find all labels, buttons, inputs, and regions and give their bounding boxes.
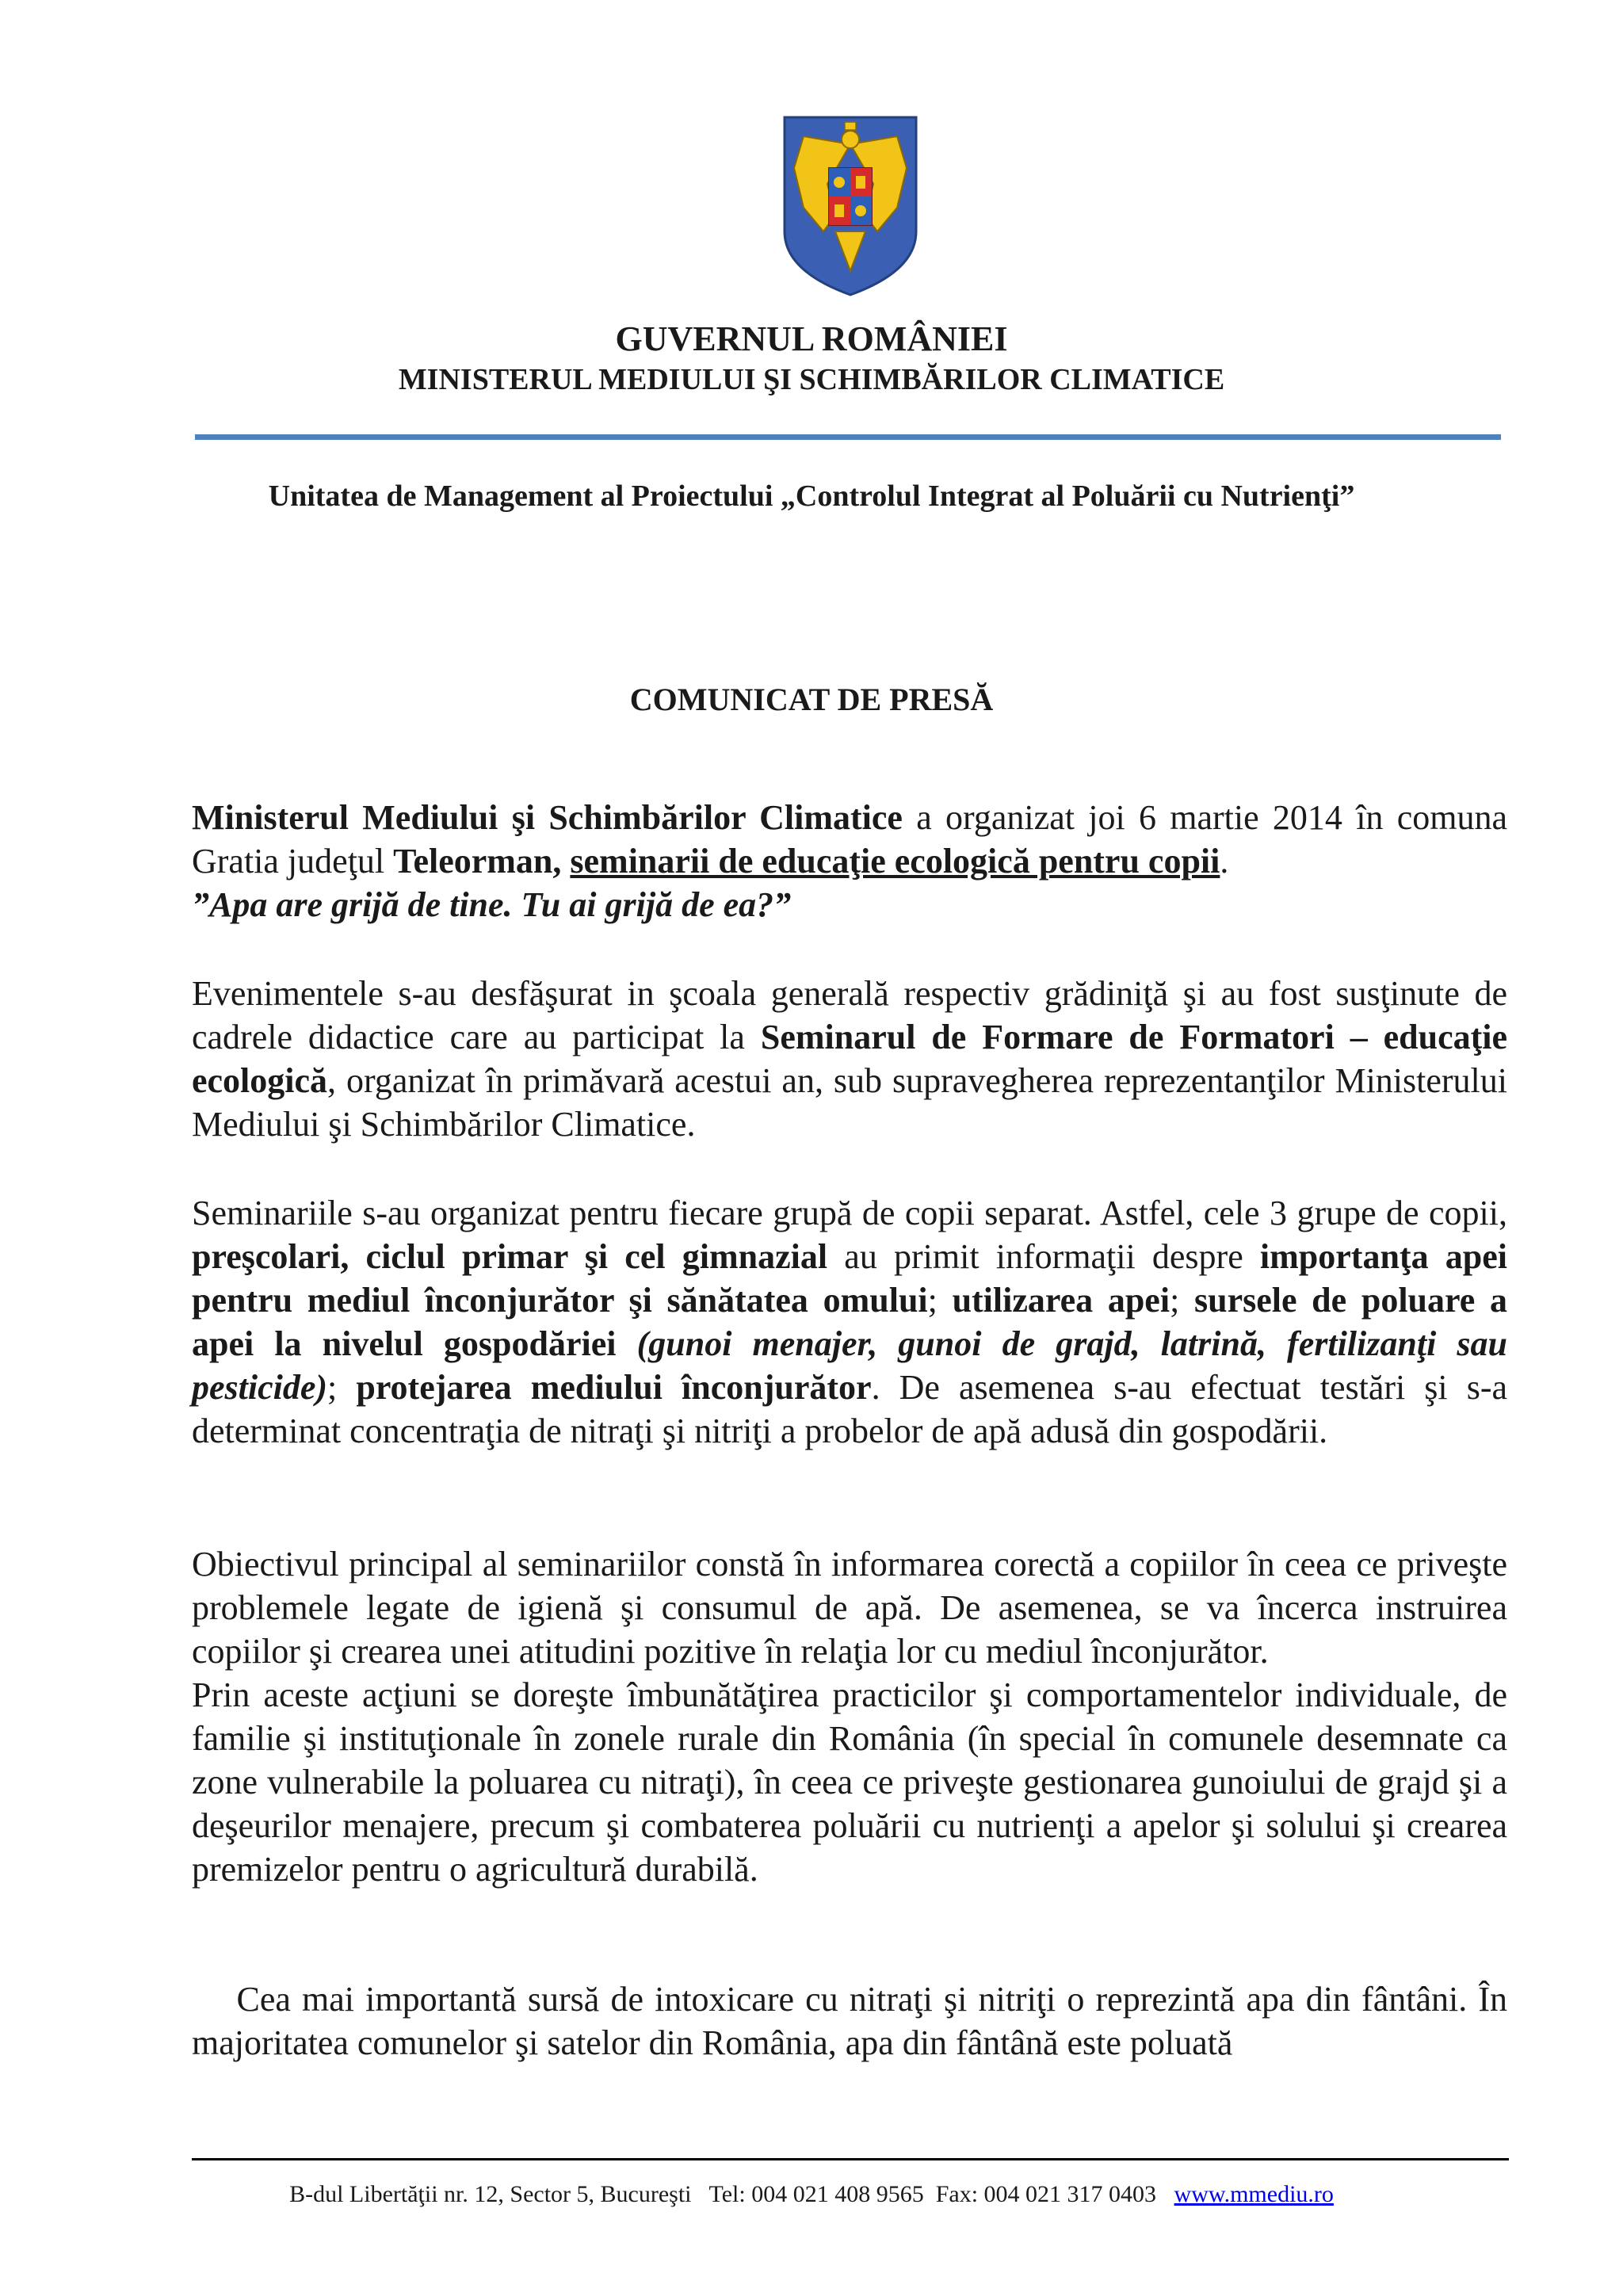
paragraph-2: [192, 972, 1507, 1146]
header-divider: [195, 434, 1501, 440]
footer: [0, 2179, 1623, 2210]
pollution-examples: (gunoi menajer, gunoi de grajd, latrină, fertilizanţi sau pesticide): [192, 1324, 1507, 1407]
footer-address: B-dul Libertăţii nr. 12, Sector 5, Bucureşti: [289, 2181, 692, 2207]
coat-of-arms-icon: [780, 113, 921, 300]
paragraph-4: [192, 1542, 1507, 1891]
p5-text-a: Cea mai importantă sursă de intoxicare cu nitraţi şi nitriţi o reprezintă apa din fântâni. În majoritatea comunelor şi satelor din România, apa din fântână este poluată: [192, 1980, 1516, 2062]
p3-sep-2: ;: [1170, 1281, 1194, 1320]
p3-sep-1: ;: [927, 1281, 953, 1320]
campaign-motto: ”Apa are grijă de tine. Tu ai grijă de ea?”: [192, 885, 792, 924]
p2-text-b: , organizat în primăvară acestui an, sub supravegherea reprezentanţilor Ministerului Mediului şi Schimbărilor Climatice.: [192, 1061, 1507, 1144]
government-title: GUVERNUL ROMÂNIEI: [615, 319, 1008, 358]
county-name: Teleorman,: [393, 842, 562, 881]
topic-water-use: utilizarea apei: [952, 1281, 1170, 1320]
p3-text-b: au primit informaţii despre: [827, 1237, 1260, 1276]
topic-environment-protection: protejarea mediului înconjurător: [356, 1368, 872, 1407]
press-release-title: COMUNICAT DE PRESĂ: [629, 682, 994, 717]
p3-text-a: Seminariile s-au organizat pentru fiecare grupă de copii separat. Astfel, cele 3 grupe de copii,: [192, 1194, 1507, 1232]
footer-phone: Tel: 004 021 408 9565: [708, 2181, 924, 2207]
p3-text-c: . De asemenea s-au efectuat testări şi s-a determinat concentraţia de nitraţi şi nitriţi a probelor de apă adusă din gospodării.: [192, 1368, 1507, 1450]
ministry-name: Ministerul Mediului şi Schimbărilor Climatice: [192, 798, 903, 837]
paragraph-3: [192, 1191, 1507, 1453]
p4-text-a: Obiectivul principal al seminariilor constă în informarea corectă a copiilor în ceea ce priveşte problemele legate de igienă şi consumul de apă. De asemenea, se va încerca instruirea copiilor şi crearea unei atitudini pozitive în relaţia lor cu mediul înconjurător.: [192, 1545, 1507, 1671]
ministry-title: MINISTERUL MEDIULUI ŞI SCHIMBĂRILOR CLIMATICE: [398, 363, 1225, 396]
trainer-seminar-name: Seminarul de Formare de Formatori – educaţie ecologică: [192, 1018, 1507, 1100]
p1-text-c: .: [1220, 842, 1229, 881]
p1-text-a: a organizat joi 6 martie 2014 în comuna Gratia judeţul: [192, 798, 1507, 881]
p2-text-a: Evenimentele s-au desfăşurat in şcoala generală respectiv grădiniţă şi au fost susţinute de cadrele didactice care au participat la: [192, 974, 1507, 1056]
website-link[interactable]: www.mmediu.ro: [1174, 2181, 1334, 2207]
paragraph-1: [192, 796, 1507, 926]
seminar-topic: seminarii de educaţie ecologică pentru copii: [570, 842, 1220, 881]
p1-text-b: [561, 842, 570, 881]
topic-water-importance: importanţa apei pentru mediul înconjurător şi sănătatea omului: [192, 1237, 1507, 1320]
footer-divider: [192, 2158, 1509, 2160]
footer-fax: Fax: 004 021 317 0403: [935, 2181, 1157, 2207]
project-unit-title: Unitatea de Management al Proiectului „Controlul Integrat al Poluării cu Nutrienţi”: [268, 479, 1355, 513]
topic-pollution-sources: sursele de poluare a apei la nivelul gospodăriei: [192, 1281, 1507, 1363]
paragraph-5: [192, 1977, 1516, 2065]
p4-text-b: Prin aceste acţiuni se doreşte îmbunătăţirea practicilor şi comportamentelor individuale, de familie şi instituţionale în zonele rurale din România (în special în comunele desemnate ca zone vulnerabile la poluarea cu nitraţi), în ceea ce priveşte gestionarea gunoiului de grajd şi a deşeurilor menajere, precum şi combaterea poluării cu nutrienţi a apelor şi solului şi crearea premizelor pentru o agricultură durabilă.: [192, 1675, 1507, 1889]
p3-sep-3: ;: [327, 1368, 357, 1407]
age-groups: preşcolari, ciclul primar şi cel gimnazial: [192, 1237, 828, 1276]
